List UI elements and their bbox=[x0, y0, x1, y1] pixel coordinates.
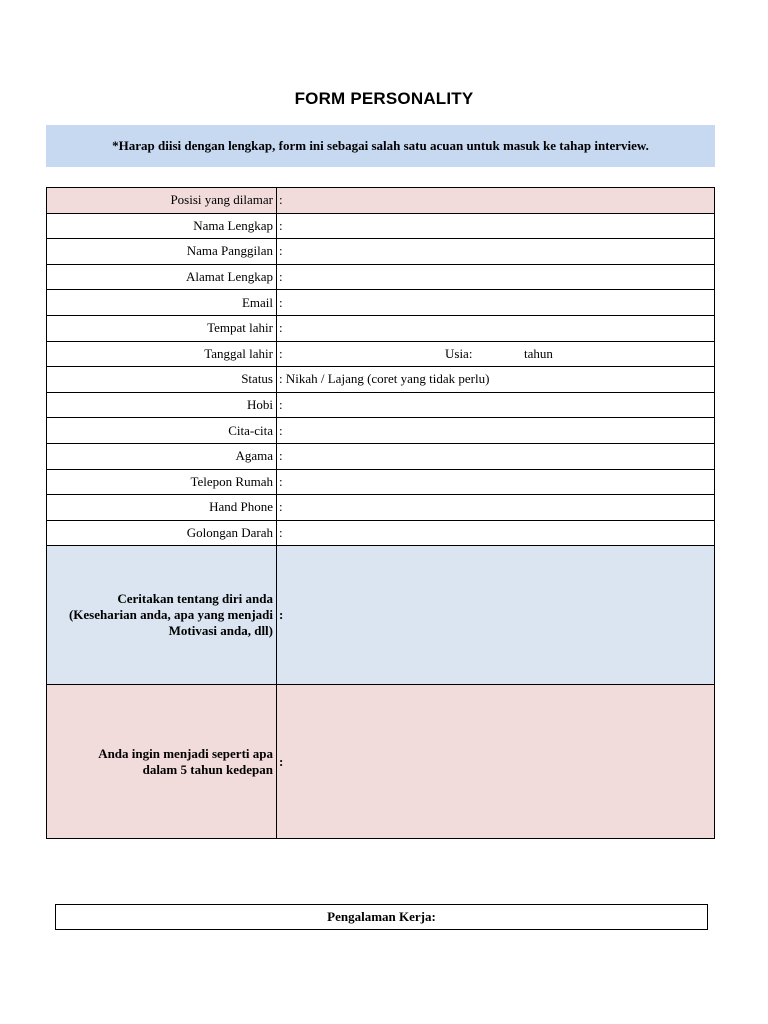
field-label: Telepon Rumah bbox=[47, 470, 277, 495]
question-about-self-answer[interactable]: : bbox=[279, 607, 284, 623]
question-line: Anda ingin menjadi seperti apa bbox=[98, 745, 273, 761]
field-label: Status bbox=[47, 367, 277, 392]
question-line: Ceritakan tentang diri anda bbox=[117, 591, 273, 607]
field-tanggal-lahir-row bbox=[47, 342, 714, 368]
field-cita-cita-input[interactable]: : bbox=[279, 422, 283, 438]
field-nama-panggilan-row bbox=[47, 239, 714, 265]
field-email-input[interactable]: : bbox=[279, 294, 283, 310]
field-label: Golongan Darah bbox=[47, 521, 277, 546]
field-label: Hand Phone bbox=[47, 495, 277, 520]
field-hobi-input[interactable]: : bbox=[279, 397, 283, 413]
field-label: Cita-cita bbox=[47, 418, 277, 443]
question-line: (Keseharian anda, apa yang menjadi bbox=[68, 607, 273, 623]
field-label: Tanggal lahir bbox=[47, 342, 277, 367]
field-cita-cita-row bbox=[47, 418, 714, 444]
field-tanggal-lahir-input[interactable] bbox=[277, 342, 714, 367]
field-alamat-row bbox=[47, 265, 714, 291]
field-golongan-darah-row bbox=[47, 521, 714, 547]
field-tempat-lahir-row bbox=[47, 316, 714, 342]
instruction-note-text: *Harap diisi dengan lengkap, form ini sebagai salah satu acuan untuk masuk ke tahap interview. bbox=[112, 138, 649, 153]
question-five-years-label bbox=[47, 685, 277, 838]
question-line: dalam 5 tahun kedepan bbox=[142, 761, 273, 777]
field-nama-lengkap-row bbox=[47, 214, 714, 240]
field-alamat-input[interactable]: : bbox=[279, 269, 283, 285]
field-email-row bbox=[47, 290, 714, 316]
field-label: Posisi yang dilamar bbox=[47, 188, 277, 213]
field-label: Nama Lengkap bbox=[47, 214, 277, 239]
field-label: Alamat Lengkap bbox=[47, 265, 277, 290]
field-status-input[interactable]: : Nikah / Lajang (coret yang tidak perlu) bbox=[279, 371, 490, 387]
field-hand-phone-input[interactable]: : bbox=[279, 499, 283, 515]
instruction-note bbox=[46, 125, 715, 167]
field-label: Email bbox=[47, 290, 277, 315]
field-telepon-rumah-row bbox=[47, 470, 714, 496]
usia-label: Usia: bbox=[445, 345, 473, 361]
question-line: Motivasi anda, dll) bbox=[168, 623, 273, 639]
personal-data-table bbox=[46, 187, 715, 839]
field-agama-input[interactable]: : bbox=[279, 448, 283, 464]
field-tempat-lahir-input[interactable]: : bbox=[279, 320, 283, 336]
question-five-years-row bbox=[47, 685, 714, 838]
work-experience-header: Pengalaman Kerja: bbox=[55, 904, 708, 930]
form-title: FORM PERSONALITY bbox=[294, 89, 474, 108]
field-posisi-input[interactable]: : bbox=[279, 192, 283, 208]
field-status-row bbox=[47, 367, 714, 393]
tahun-label: tahun bbox=[524, 345, 553, 361]
question-five-years-answer[interactable]: : bbox=[279, 753, 284, 769]
field-agama-row bbox=[47, 444, 714, 470]
field-nama-panggilan-input[interactable]: : bbox=[279, 243, 283, 259]
field-telepon-rumah-input[interactable]: : bbox=[279, 473, 283, 489]
field-label: Hobi bbox=[47, 393, 277, 418]
field-label: Agama bbox=[47, 444, 277, 469]
field-golongan-darah-input[interactable]: : bbox=[279, 525, 283, 541]
field-posisi-row bbox=[47, 188, 714, 214]
field-colon: : bbox=[279, 345, 283, 361]
field-label: Tempat lahir bbox=[47, 316, 277, 341]
field-hand-phone-row bbox=[47, 495, 714, 521]
question-about-self-label bbox=[47, 546, 277, 684]
field-nama-lengkap-input[interactable]: : bbox=[279, 217, 283, 233]
field-label: Nama Panggilan bbox=[47, 239, 277, 264]
question-about-self-row bbox=[47, 546, 714, 685]
field-hobi-row bbox=[47, 393, 714, 419]
